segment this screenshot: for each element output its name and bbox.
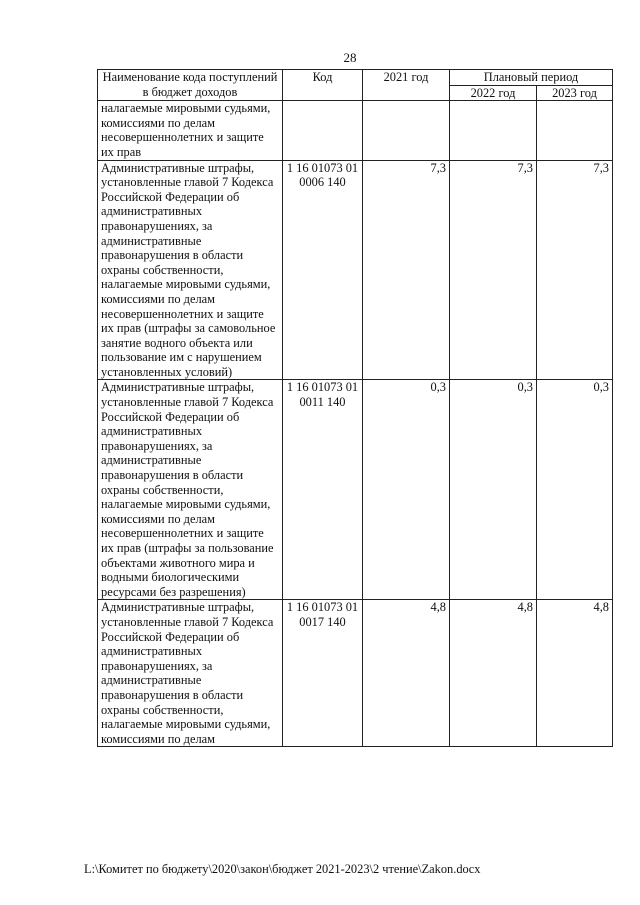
row-code: 1 16 01073 01 0011 140 — [283, 380, 363, 600]
header-code: Код — [283, 70, 363, 101]
row-value-2022: 0,3 — [450, 380, 537, 600]
row-name: Административные штрафы, установленные главой 7 Кодекса Российской Федерации об административных правонарушениях, за административные правонарушения в области охраны собственности, налагаемые мировыми судьями, комиссиями по делам несовершеннолетних и защите их прав (штрафы за самовольное занятие водного объекта или пользование им с нарушением установленных условий) — [98, 160, 283, 380]
header-name: Наименование кода поступлений в бюджет доходов — [98, 70, 283, 101]
row-value-2022: 7,3 — [450, 160, 537, 380]
row-value-2021: 7,3 — [363, 160, 450, 380]
row-code — [283, 101, 363, 160]
header-year-2022: 2022 год — [450, 85, 537, 101]
row-name: Административные штрафы, установленные главой 7 Кодекса Российской Федерации об административных правонарушениях, за административные правонарушения в области охраны собственности, налагаемые мировыми судьями, комиссиями по делам несовершеннолетних и защите их прав (штрафы за пользование объектами животного мира и водными биологическими ресурсами без разрешения) — [98, 380, 283, 600]
header-year-2021: 2021 год — [363, 70, 450, 101]
header-planned-period: Плановый период — [450, 70, 613, 86]
row-value-2023: 4,8 — [537, 600, 613, 747]
file-path-footer: L:\Комитет по бюджету\2020\закон\бюджет 2021-2023\2 чтение\Zakon.docx — [84, 862, 481, 876]
table-row — [98, 380, 613, 600]
table-header-row — [98, 70, 613, 86]
table-row — [98, 600, 613, 747]
row-code: 1 16 01073 01 0006 140 — [283, 160, 363, 380]
page-number: 28 — [343, 50, 357, 65]
row-value-2022: 4,8 — [450, 600, 537, 747]
row-name: налагаемые мировыми судьями, комиссиями по делам несовершеннолетних и защите их прав — [98, 101, 283, 160]
row-name: Административные штрафы, установленные главой 7 Кодекса Российской Федерации об административных правонарушениях, за административные правонарушения в области охраны собственности, налагаемые мировыми судьями, комиссиями по делам — [98, 600, 283, 747]
revenue-table — [97, 69, 613, 747]
row-value-2021: 0,3 — [363, 380, 450, 600]
row-value-2022 — [450, 101, 537, 160]
row-value-2023 — [537, 101, 613, 160]
row-value-2021: 4,8 — [363, 600, 450, 747]
row-value-2023: 0,3 — [537, 380, 613, 600]
row-value-2021 — [363, 101, 450, 160]
header-year-2023: 2023 год — [537, 85, 613, 101]
row-value-2023: 7,3 — [537, 160, 613, 380]
table-row — [98, 101, 613, 160]
row-code: 1 16 01073 01 0017 140 — [283, 600, 363, 747]
table-row — [98, 160, 613, 380]
